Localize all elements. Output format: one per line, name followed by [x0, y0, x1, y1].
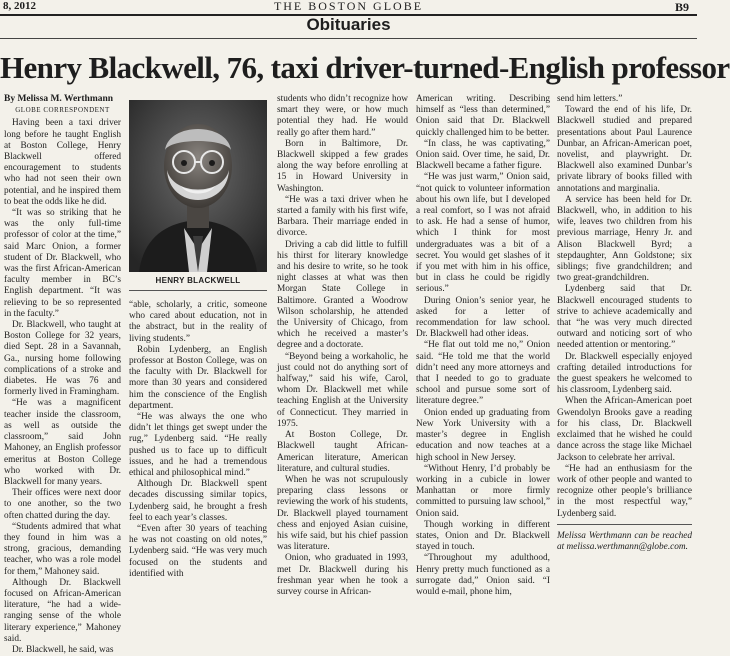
author-tagline: Melissa Werthmann can be reached at melissa.werthmann@globe.com. — [557, 530, 692, 552]
paragraph: Dr. Blackwell, he said, was — [12, 644, 114, 655]
tagline-rule — [557, 524, 692, 525]
paragraph: “Without Henry, I’d probably be working in a cubicle in lower Manhattan or more firmly committed to pursuing law school,” Onion said. — [416, 463, 550, 519]
paragraph: “Throughout my adulthood, Henry pretty much functioned as a surrogate dad,” Onion said. “I would e-mail, phone him, — [416, 553, 550, 597]
paragraph: “Students admired that what they found in him was a strong, gracious, demanding teacher, who was a role model for them,” Mahoney said. — [4, 521, 121, 577]
paragraph: “Beyond being a workaholic, he just could not do anything sort of halfway,” said his wife, Carol, whom Dr. Blackwell met while teaching English at the University of Connecticut. They married in 1975. — [277, 351, 408, 429]
column-1 — [4, 94, 121, 655]
paragraph: At Boston College, Dr. Blackwell taught African-American literature, American literature, and cultural studies. — [277, 430, 408, 474]
section-label: Obituaries — [306, 15, 391, 34]
paragraph: send him letters.” — [557, 94, 623, 104]
column-3 — [277, 94, 408, 600]
paragraph: Onion, who graduated in 1993, met Dr. Blackwell during his freshman year when he took a survey course in African- — [277, 553, 408, 597]
paragraph: “He was always the one who didn’t let things get swept under the rug,” Lydenberg said. “He really pushed us to face up to difficult issues, and he had a tremendous ethical and philosophical mind.” — [129, 412, 267, 479]
paragraph: Dr. Blackwell, who taught at Boston College for 32 years, died Sept. 28 in a Savannah, Ga., nursing home following complications of a stroke and diabetes. He was 76 and formerly lived in Framingham. — [4, 320, 121, 398]
paragraph: When the African-American poet Gwendolyn Brooks gave a reading for his class, Dr. Blackwell exclaimed that he wished he could dance across the stage like Michael Jackson to celebrate her arrival. — [557, 396, 692, 463]
paragraph: Born in Baltimore, Dr. Blackwell skipped a few grades along the way before enrolling at 15 in Howard University in Washington. — [277, 138, 408, 194]
paragraph: Robin Lydenberg, an English professor at Boston College, was on the faculty with Dr. Blackwell for more than 30 years and considered him the conscience of the English department. — [129, 344, 267, 411]
paragraph: Although Dr. Blackwell focused on African-American literature, “he had a wide-ranging sense of the whole literary experience,” Mahoney said. — [4, 577, 121, 644]
column-2 — [129, 300, 267, 600]
paragraph: Having been a taxi driver long before he taught English at Boston College, Henry Blackwell offered encouragement to students who had not seen their own potential, and he inspired them to beat the odds like he did. — [4, 118, 121, 207]
paragraph: A service has been held for Dr. Blackwell, who, in addition to his wife, leaves two children from his previous marriage, Henry Jr. and Alison Blackwell Byrd; a stepdaughter, Ann Goldstone; six siblings; five grandchildren; and two great-grandchildren. — [557, 194, 692, 284]
column-5 — [557, 94, 692, 600]
paragraph: Their offices were next door to one another, so the two often chatted during the day. — [4, 488, 121, 521]
paragraph: “He had an enthusiasm for the work of other people and wanted to recognize other people’s brilliance in the most respectful way,” Lydenberg said. — [557, 463, 692, 519]
paragraph: “In class, he was captivating,” Onion said. Over time, he said, Dr. Blackwell became a father figure. — [416, 138, 550, 172]
photo-caption: HENRY BLACKWELL — [129, 276, 267, 291]
issue-date: 8, 2012 — [3, 0, 36, 12]
paragraph: “He was a taxi driver when he started a family with his first wife, Barbara. Their marriage ended in divorce. — [277, 194, 408, 239]
headline: Henry Blackwell, 76, taxi driver-turned-English professor — [0, 50, 730, 85]
paragraph: “Even after 30 years of teaching he was not coasting on old notes,” Lydenberg said. “He was very much focused on the students and identified with — [129, 524, 267, 579]
paragraph: “He was a magnificent teacher inside the classroom, as well as outside the classroom,” said John Mahoney, an English professor emeritus at Boston College who worked with Dr. Blackwell for many years. — [4, 398, 121, 487]
paragraph: During Onion’s senior year, he asked for a letter of recommendation for law school. Dr. Blackwell had other ideas. — [416, 295, 550, 340]
paragraph: “It was so striking that he was the only full-time professor of color at the time,” said Marc Onion, a former student of Dr. Blackwell, who was the first African-American faculty member in BC’s English department. “It was relieving to be so represented in the faculty.” — [4, 208, 121, 319]
paragraph: Toward the end of his life, Dr. Blackwell studied and prepared presentations about Paul Laurence Dunbar, an African-American poet, novelist, and playwright. Dr. Blackwell also examined Dunbar’s private library of books filled with annotations and marginalia. — [557, 105, 692, 194]
paragraph: Though working in different states, Onion and Dr. Blackwell stayed in touch. — [416, 519, 550, 553]
paragraph: “He was just warm,” Onion said, “not quick to volunteer information about his own life, but I developed a real comfort, so I was not afraid to ask. He had a sense of humor, which I think for most undergraduates was a bit of a secret. You would get slashes of it if you met with him in his office, but in class he could be rigidly serious.” — [416, 172, 550, 295]
paragraph: Onion ended up graduating from New York University with a master’s degree in English education and now teaches at a high school in New Jersey. — [416, 407, 550, 463]
column-4 — [416, 94, 550, 600]
paragraph: American writing. Describing himself as “less than determined,” Onion said that Dr. Blackwell quickly challenged him to be better. — [416, 94, 550, 138]
paragraph: “He flat out told me no,” Onion said. “He told me that the world didn’t need any more attorneys and that I needed to go to graduate school and pursue some sort of literature degree.” — [416, 340, 550, 407]
paragraph: When he was not scrupulously preparing class lessons or reviewing the work of his students, Dr. Blackwell played tournament chess and enjoyed Asian cuisine, his wife said, but his chief passion was literature. — [277, 474, 408, 553]
portrait-illustration — [129, 100, 267, 272]
page-number: B9 — [674, 0, 689, 14]
paragraph: “able, scholarly, a critic, someone who cared about education, not in the abstract, but in the reality of living students.” — [129, 300, 267, 344]
paragraph: Dr. Blackwell especially enjoyed crafting detailed introductions for the guest speakers he welcomed to his classroom, Lydenberg said. — [557, 351, 692, 396]
byline-title: GLOBE CORRESPONDENT — [15, 106, 110, 115]
byline: By Melissa M. Werthmann — [4, 94, 114, 104]
newspaper-name: THE BOSTON GLOBE — [273, 0, 424, 13]
masthead — [0, 0, 697, 14]
portrait-photo — [129, 100, 267, 272]
paragraph: Although Dr. Blackwell spent decades discussing similar topics, Lydenberg said, he brought a fresh feel to each year’s classes. — [129, 479, 267, 523]
section-rule — [0, 38, 697, 39]
paragraph: Lydenberg said that Dr. Blackwell encouraged students to strive to achieve academically and that “he was very much directed outward and noticing sort of who needed attention or mentoring.” — [557, 284, 692, 351]
paragraph: Driving a cab did little to fulfill his thirst for literary knowledge and his desire to write, so he took night classes at what was then Morgan State College in Baltimore. Granted a Woodrow Wilson scholarship, he attended the University of Chicago, from which he received a master’s degree and a doctorate. — [277, 239, 408, 351]
paragraph: students who didn’t recognize how smart they were, or how much potential they had. He would really go after them hard.” — [277, 94, 408, 138]
